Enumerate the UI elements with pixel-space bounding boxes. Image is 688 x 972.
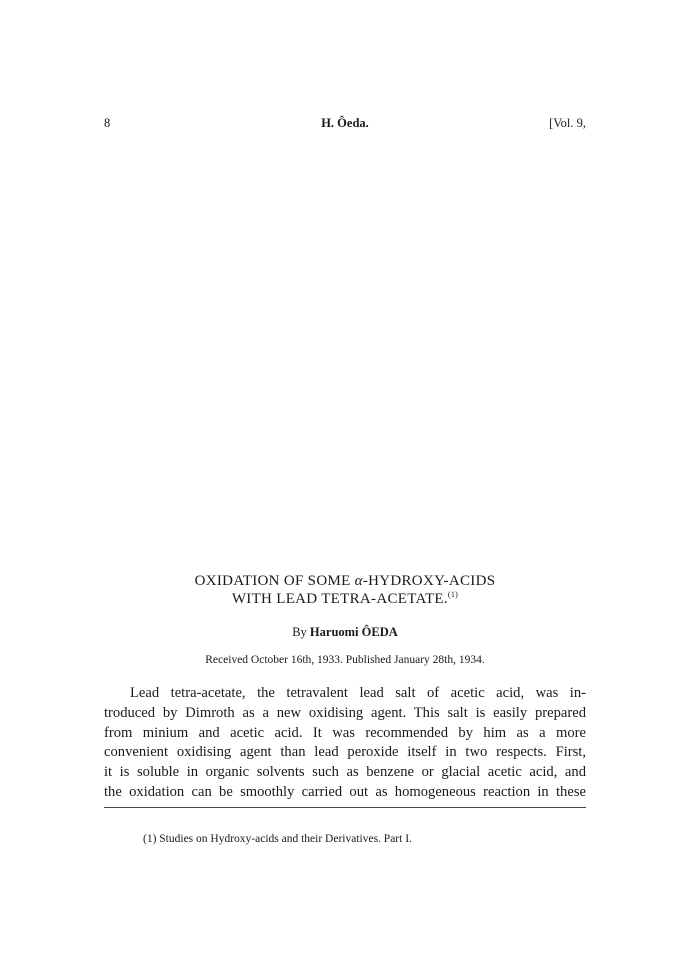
footnote-1: (1) Studies on Hydroxy-acids and their Derivatives. Part I.	[143, 833, 412, 845]
title-line-2-text: WITH LEAD TETRA-ACETATE.	[231, 591, 448, 607]
body-line: it is soluble in organic solvents such as benzene or glacial acetic acid, and	[104, 764, 586, 781]
title-line-1	[104, 572, 586, 590]
body-line: convenient oxidising agent than lead peroxide itself in two respects. First,	[104, 744, 586, 761]
author-name: Haruomi ÔEDA	[309, 625, 398, 639]
article-title	[104, 572, 586, 608]
body-line: Lead tetra-acetate, the tetravalent lead salt of acetic acid, was in-	[130, 685, 586, 701]
author-line	[104, 625, 586, 640]
body-paragraph	[104, 684, 586, 803]
body-line: the oxidation can be smoothly carried out as homogeneous reaction in these	[104, 783, 586, 800]
running-header	[104, 116, 586, 136]
title-line-2	[104, 590, 586, 608]
footnote-divider	[104, 807, 586, 808]
title-line-1-suffix: -HYDROXY-ACIDS	[362, 573, 496, 589]
received-published-dates: Received October 16th, 1933. Published January 28th, 1934.	[205, 654, 485, 666]
page-number: 8	[104, 116, 111, 130]
title-footnote-mark[interactable]: (1)	[447, 590, 459, 599]
title-line-1-prefix: OXIDATION OF SOME	[194, 573, 355, 589]
author-by: By	[292, 625, 310, 639]
running-title: H. Ôeda.	[321, 116, 369, 130]
volume-label: [Vol. 9,	[549, 116, 586, 130]
title-greek-alpha: α	[354, 573, 363, 589]
body-line: from minium and acetic acid. It was recommended by him as a more	[104, 724, 586, 741]
body-line: troduced by Dimroth as a new oxidising agent. This salt is easily prepared	[104, 704, 586, 721]
